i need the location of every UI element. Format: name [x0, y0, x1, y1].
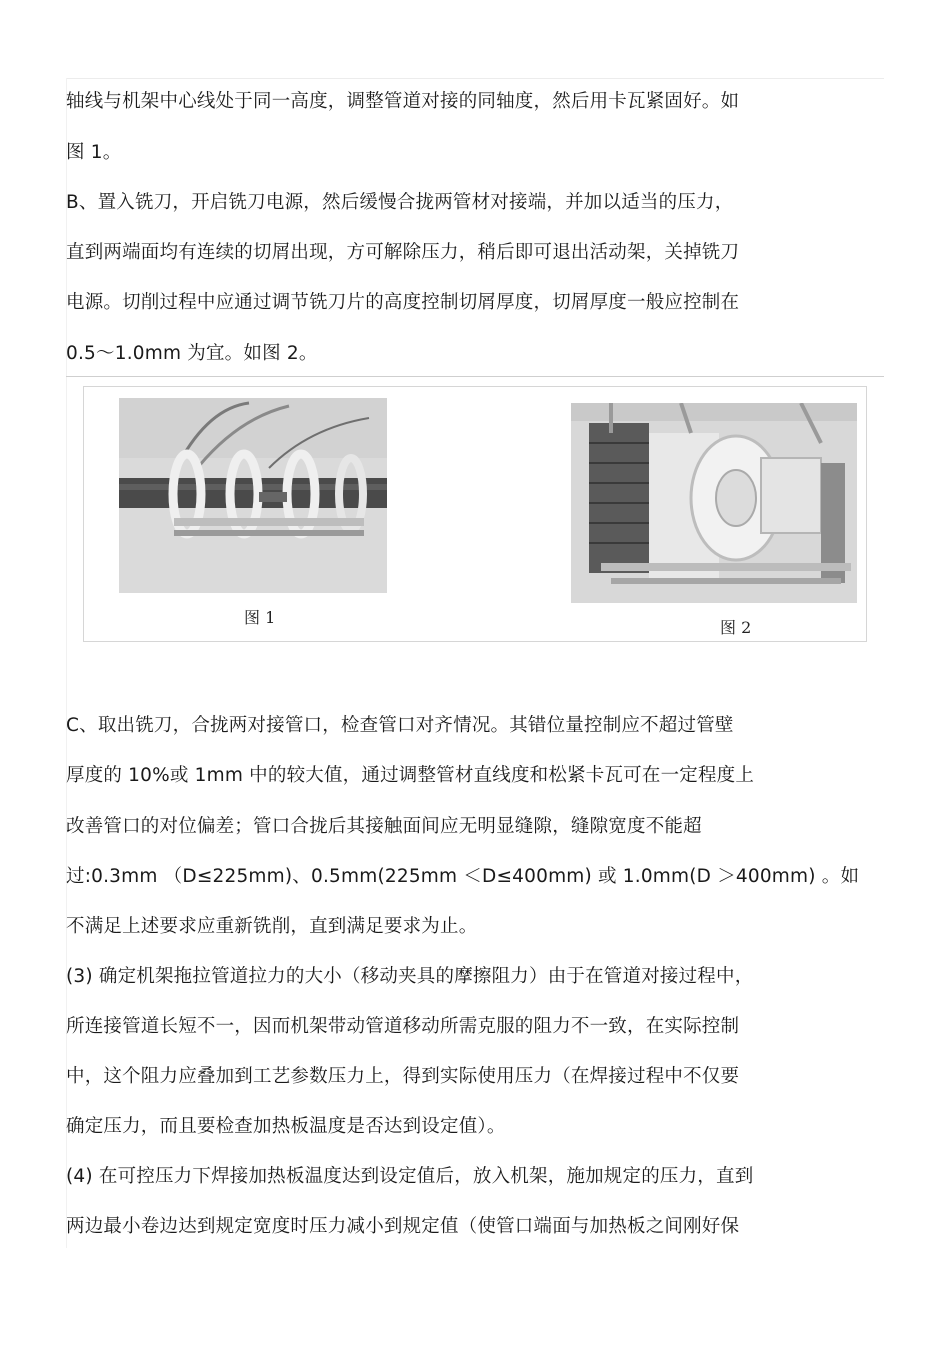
text-line: 中，这个阻力应叠加到工艺参数压力上，得到实际使用压力（在焊接过程中不仅要	[66, 1066, 740, 1087]
figure-top-rule	[66, 376, 884, 377]
text-line: 直到两端面均有连续的切屑出现，方可解除压力，稍后即可退出活动架，关掉铣刀	[66, 242, 740, 263]
figure-2-photo	[571, 403, 857, 603]
text-line: 两边最小卷边达到规定宽度时压力减小到规定值（使管口端面与加热板之间刚好保	[66, 1216, 740, 1237]
text-line: 改善管口的对位偏差；管口合拢后其接触面间应无明显缝隙，缝隙宽度不能超	[66, 816, 702, 837]
text-line: B、置入铣刀，开启铣刀电源，然后缓慢合拢两管材对接端，并加以适当的压力，	[66, 192, 734, 213]
top-rule	[66, 78, 884, 79]
text-line: 所连接管道长短不一，因而机架带动管道移动所需克服的阻力不一致，在实际控制	[66, 1016, 740, 1037]
figure-1-photo	[119, 398, 387, 593]
text-line: 0.5～1.0mm 为宜。如图 2。	[66, 343, 318, 364]
text-line: 图 1。	[66, 142, 122, 163]
text-line: 电源。切削过程中应通过调节铣刀片的高度控制切屑厚度，切屑厚度一般应控制在	[66, 292, 740, 313]
figure-2-caption: 图 2	[720, 618, 752, 637]
text-line: 轴线与机架中心线处于同一高度，调整管道对接的同轴度，然后用卡瓦紧固好。如	[66, 91, 740, 112]
text-line: (3) 确定机架拖拉管道拉力的大小（移动夹具的摩擦阻力）由于在管道对接过程中，	[66, 966, 754, 987]
text-line: C、取出铣刀，合拢两对接管口，检查管口对齐情况。其错位量控制应不超过管壁	[66, 715, 734, 736]
text-line: 过:0.3mm （D≤225mm)、0.5mm(225mm ＜D≤400mm) 或 1.0mm(D ＞400mm) 。如	[66, 866, 860, 887]
figure-panel	[83, 386, 867, 642]
text-line: 厚度的 10%或 1mm 中的较大值，通过调整管材直线度和松紧卡瓦可在一定程度上	[66, 765, 755, 786]
figure-1-caption: 图 1	[244, 608, 276, 627]
text-line: (4) 在可控压力下焊接加热板温度达到设定值后，放入机架，施加规定的压力，直到	[66, 1166, 754, 1187]
text-line: 不满足上述要求应重新铣削，直到满足要求为止。	[66, 916, 478, 937]
text-line: 确定压力，而且要检查加热板温度是否达到设定值）。	[66, 1116, 506, 1137]
